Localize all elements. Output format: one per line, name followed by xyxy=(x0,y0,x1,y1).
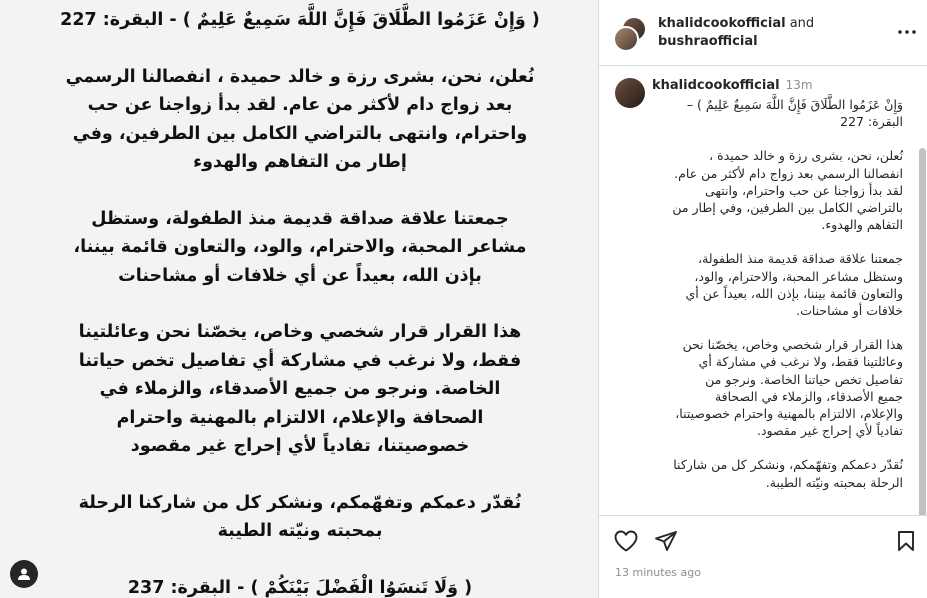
caption-line: وستظل مشاعر المحبة، والاحترام، والود، xyxy=(694,268,903,284)
image-line: هذا القرار قرار شخصي وخاص، يخصّنا نحن وعائلتينا xyxy=(78,322,522,342)
image-line: نُعلن، نحن، بشرى رزة و خالد حميدة ، انفصالنا الرسمي xyxy=(65,66,535,87)
caption-line: خلافات أو مشاحنات. xyxy=(796,303,903,319)
caption-line: بالتراضي الكامل بين الطرفين، وفي إطار من xyxy=(672,200,903,216)
caption-line: هذا القرار قرار شخصي وخاص، يخصّنا نحن xyxy=(682,337,903,353)
collab-names xyxy=(658,15,868,51)
image-line: فقط، ولا نرغب في مشاركة أي تفاصيل تخص حياتنا xyxy=(78,350,522,371)
caption-time: 13m xyxy=(785,78,813,92)
bookmark-icon[interactable] xyxy=(893,528,919,554)
caption-line: جميع الأصدقاء، والزملاء في الصحافة xyxy=(714,388,903,404)
caption-line: وعائلتينا فقط، ولا نرغب في مشاركة أي xyxy=(698,354,903,370)
image-line: نُقدّر دعمكم وتفهّمكم، ونشكر كل من شاركنا الرحلة xyxy=(78,492,522,513)
avatar[interactable] xyxy=(615,78,645,108)
caption-line: انفصالنا الرسمي بعد زواج دام لأكثر من عام. xyxy=(674,165,903,181)
image-line: جمعتنا علاقة صداقة قديمة منذ الطفولة، وستظل xyxy=(91,208,509,229)
image-verse-top: ( وَإِنْ عَزَمُوا الطَّلَاقَ فَإِنَّ اللَّهَ سَمِيعٌ عَلِيمٌ ) - البقرة: 227 xyxy=(60,10,540,30)
post-image-text xyxy=(20,0,580,598)
caption-line: تفاصيل تخص حياتنا الخاصة. ونرجو من xyxy=(705,371,903,387)
caption-line: الرحلة بمحبته ونيّته الطيبة. xyxy=(765,474,903,490)
caption-line: والتعاون قائمة بيننا، بإذن الله، بعيداً عن أي xyxy=(685,285,903,301)
post-header xyxy=(599,0,927,66)
image-line: إطار من التفاهم والهدوء xyxy=(193,152,407,172)
header-user2-link[interactable]: bushraofficial xyxy=(658,34,758,49)
caption-line: تفادياً لأي إحراج غير مقصود. xyxy=(757,423,903,439)
image-line: الخاصة. ونرجو من جميع الأصدقاء، والزملاء في xyxy=(99,379,501,399)
caption-line: البقرة: 227 xyxy=(840,114,903,130)
image-line: بمحبته ونيّته الطيبة xyxy=(217,521,383,541)
caption-username-link[interactable]: khalidcookofficial xyxy=(652,78,780,93)
heart-icon[interactable] xyxy=(613,528,639,554)
post-timestamp: 13 minutes ago xyxy=(615,566,701,579)
caption-line: والإعلام، الالتزام بالمهنية واحترام خصوصيتنا، xyxy=(675,406,903,422)
caption-line: لقد بدأ زواجنا عن حب واحترام، وانتهى xyxy=(705,182,903,198)
image-line: خصوصيتنا، تفادياً لأي إحراج غير مقصود xyxy=(130,436,470,456)
action-bar xyxy=(599,516,927,566)
image-verse-bottom: ( وَلَا تَنسَوُا الْفَضْلَ بَيْنَكُمْ ) - البقرة: 237 xyxy=(127,577,473,598)
caption-text xyxy=(651,96,903,491)
user-icon[interactable] xyxy=(10,560,38,588)
caption-line: نُقدّر دعمكم وتفهّمكم، ونشكر كل من شاركنا xyxy=(673,457,903,473)
avatar xyxy=(613,26,639,52)
share-icon[interactable] xyxy=(653,528,679,554)
collab-avatars[interactable] xyxy=(613,16,647,50)
caption-line: نُعلن، نحن، بشرى رزة و خالد حميدة ، xyxy=(709,148,903,164)
header-and: and xyxy=(789,16,815,31)
caption-scrollbar[interactable] xyxy=(919,148,926,516)
caption-area xyxy=(599,66,927,516)
caption-line: التفاهم والهدوء. xyxy=(821,217,903,233)
image-line: الصحافة والإعلام، الالتزام بالمهنية واحترام xyxy=(116,407,484,428)
image-line: مشاعر المحبة، والاحترام، والود، والتعاون قائمة بيننا، xyxy=(73,237,527,257)
header-user1-link[interactable]: khalidcookofficial xyxy=(658,16,786,31)
image-line: بعد زواج دام لأكثر من عام. لقد بدأ زواجنا عن حب xyxy=(87,95,513,115)
caption-line: جمعتنا علاقة صداقة قديمة منذ الطفولة، xyxy=(698,251,903,267)
image-line: بإذن الله، بعيداً عن أي خلافات أو مشاحنات xyxy=(118,265,482,286)
more-icon[interactable] xyxy=(895,20,919,44)
image-line: واحترام، وانتهى بالتراضي الكامل بين الطرفين، وفي xyxy=(72,123,528,144)
post-sidebar xyxy=(598,0,927,598)
caption-meta xyxy=(652,78,813,93)
caption-line: وَإِنْ عَزَمُوا الطَّلَاقَ فَإِنَّ اللَّهَ سَمِيعٌ عَلِيمٌ ) – xyxy=(686,97,903,112)
